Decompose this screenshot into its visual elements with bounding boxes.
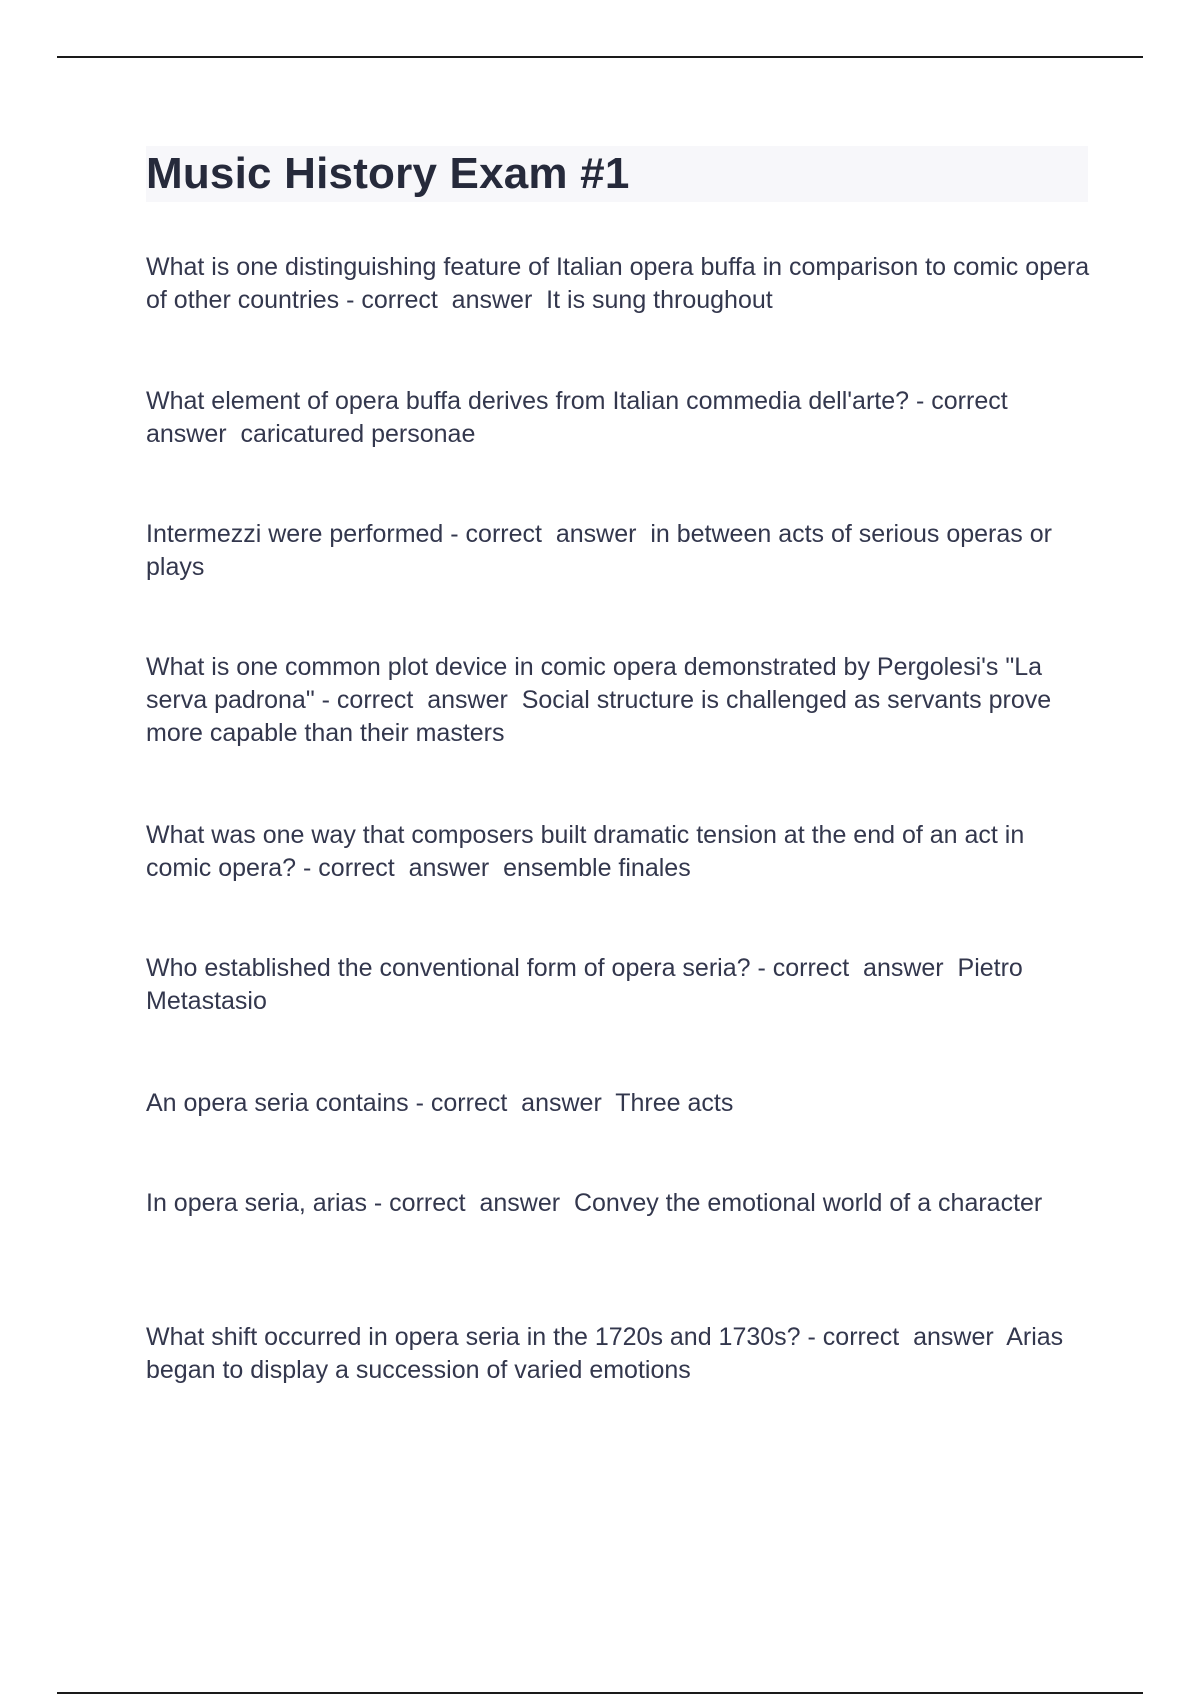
qa-question: What element of opera buffa derives from Italian commedia dell'arte? [146,387,910,415]
qa-item-1 [146,251,1096,317]
qa-item-5 [146,819,1096,885]
qa-separator: - correct answer [296,854,504,882]
qa-question: What is one common plot device in comic opera demonstrated by Pergolesi's "La serva padrona" [146,653,1049,714]
top-rule [57,56,1143,58]
qa-separator: - correct answer [750,954,958,982]
bottom-rule [57,1692,1143,1694]
qa-item-7 [146,1087,1096,1120]
qa-answer: Three acts [615,1089,734,1117]
qa-item-2 [146,385,1096,451]
qa-question: Who established the conventional form of opera seria? [146,954,751,982]
page-title: Music History Exam #1 [146,149,630,198]
qa-item-6 [146,952,1096,1018]
qa-answer: caricatured personae [240,420,476,448]
qa-answer: Social structure is challenged as servants prove more capable than their masters [146,686,1059,747]
qa-answer: in between acts of serious operas or plays [146,520,1059,581]
qa-answer: Arias began to display a succession of varied emotions [146,1323,1071,1384]
qa-question: What was one way that composers built dramatic tension at the end of an act in comic opera? [146,821,1032,882]
qa-answer: Convey the emotional world of a character [573,1189,1043,1217]
qa-separator: - correct answer [146,387,1022,448]
qa-answer: ensemble finales [503,854,691,882]
qa-question: An opera seria contains [146,1089,409,1117]
qa-separator: - correct answer [339,286,547,314]
qa-separator: - correct answer [408,1089,616,1117]
qa-answer: Pietro Metastasio [146,954,1030,1015]
qa-question: In opera seria, arias [146,1189,367,1217]
qa-item-8 [146,1187,1096,1220]
qa-question: Intermezzi were performed [146,520,444,548]
qa-separator: - correct answer [443,520,651,548]
qa-question: What is one distinguishing feature of Italian opera buffa in comparison to comic opera of other countries [146,253,1097,314]
qa-item-3 [146,518,1096,584]
qa-answer: It is sung throughout [546,286,773,314]
qa-item-4 [146,651,1096,750]
qa-question: What shift occurred in opera seria in the 1720s and 1730s? [146,1323,801,1351]
qa-item-9 [146,1321,1096,1387]
qa-separator: - correct answer [314,686,522,714]
qa-separator: - correct answer [800,1323,1007,1351]
qa-separator: - correct answer [366,1189,574,1217]
